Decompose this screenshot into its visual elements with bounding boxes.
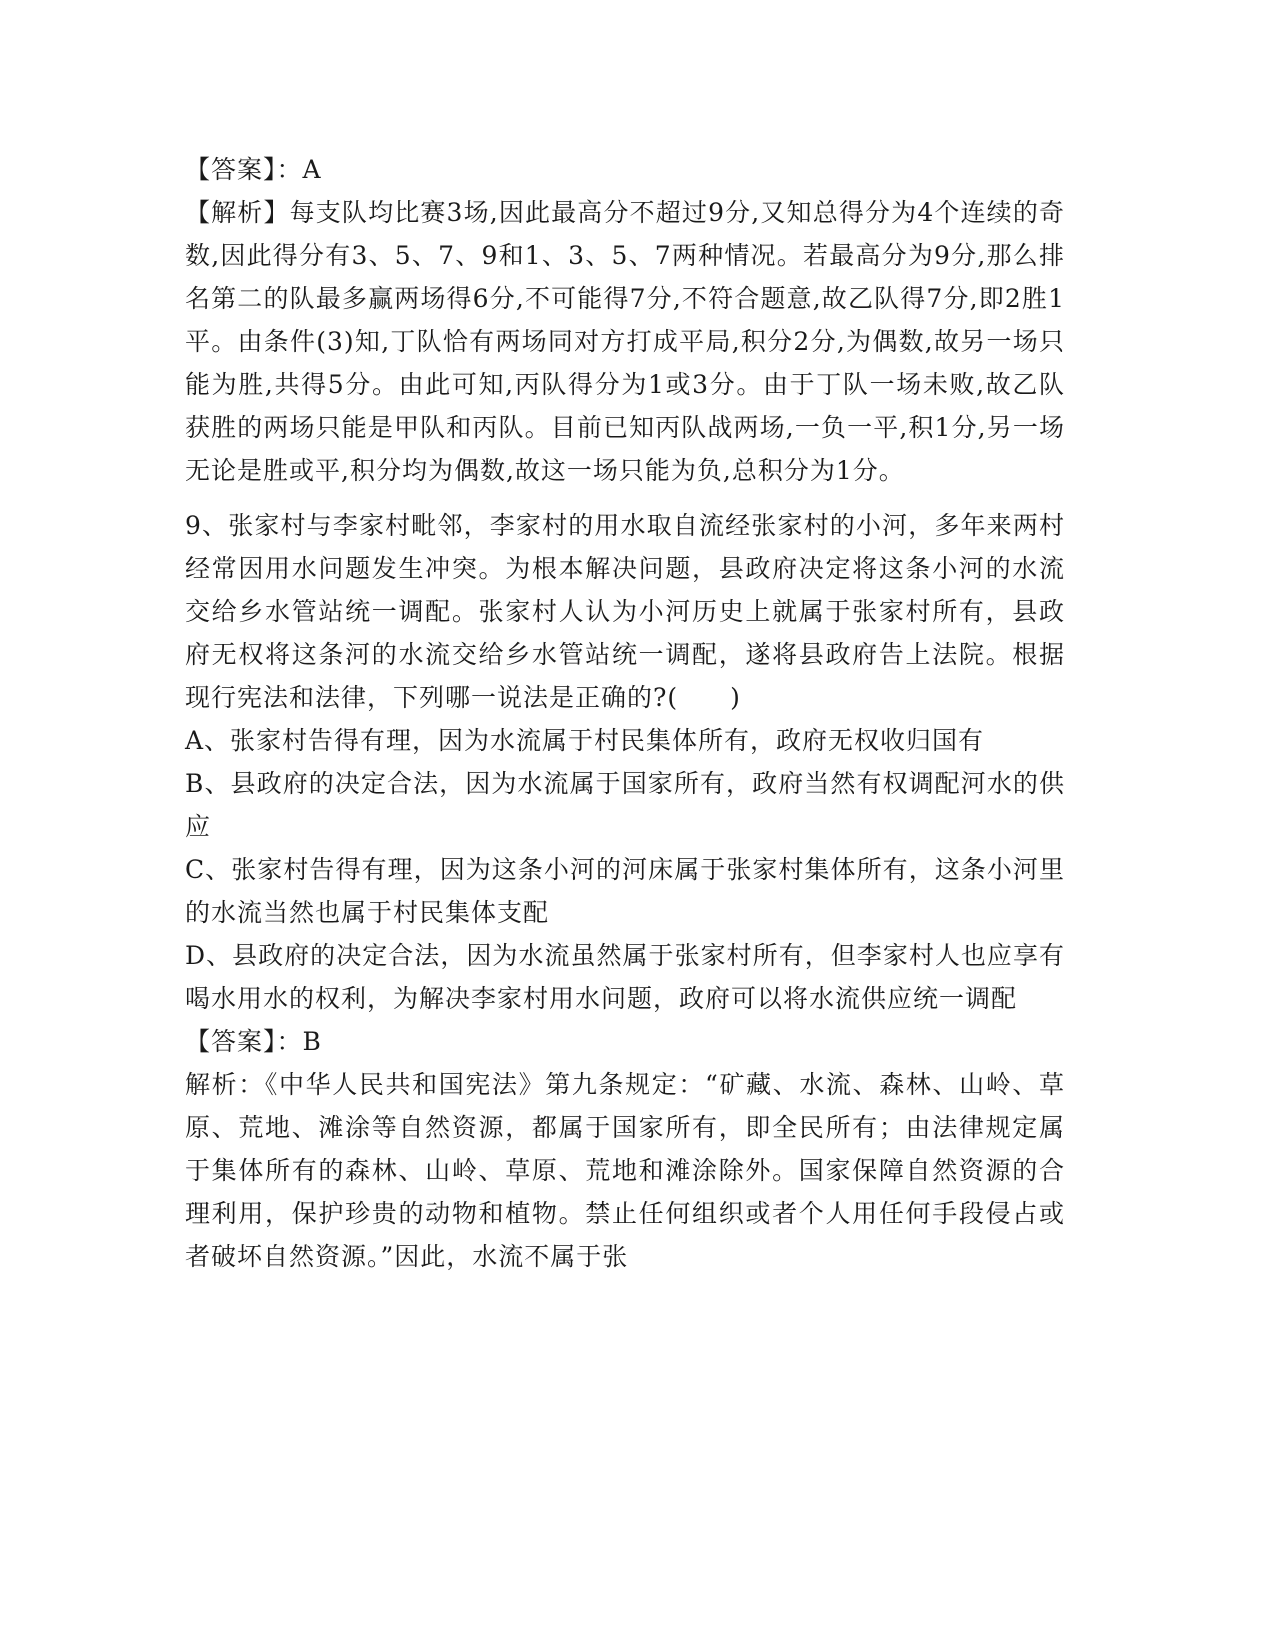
question-stem: 9、张家村与李家村毗邻，李家村的用水取自流经张家村的小河，多年来两村经常因用水问题发生冲突。为根本解决问题，县政府决定将这条小河的水流交给乡水管站统一调配。张家村人认为小河历史上就属于张家村所有，县政府无权将这条河的水流交给乡水管站统一调配，遂将县政府告上法院。根据现行宪法和法律，下列哪一说法是正确的?( ) [185,511,1065,712]
option-a: A、张家村告得有理，因为水流属于村民集体所有，政府无权收归国有 [185,726,985,755]
analysis-paragraph: 解析：《中华人民共和国宪法》第九条规定：“矿藏、水流、森林、山岭、草原、荒地、滩涂等自然资源，都属于国家所有，即全民所有；由法律规定属于集体所有的森林、山岭、草原、荒地和滩涂除外。国家保障自然资源的合理利用，保护珍贵的动物和植物。禁止任何组织或者个人用任何手段侵占或者破坏自然资源。”因此，水流不属于张 [185,1070,1065,1271]
question-9-block [185,504,1065,1278]
option-c: C、张家村告得有理，因为这条小河的河床属于张家村集体所有，这条小河里的水流当然也属于村民集体支配 [185,855,1065,927]
section-gap [185,492,1065,504]
previous-question-answer-block [185,148,1065,492]
document-page [185,148,1065,1278]
option-b: B、县政府的决定合法，因为水流属于国家所有，政府当然有权调配河水的供应 [185,769,1065,841]
answer-line: 【答案】：B [185,1027,322,1056]
answer-line: 【答案】：A [185,155,322,184]
analysis-paragraph: 【解析】每支队均比赛3场,因此最高分不超过9分,又知总得分为4个连续的奇数,因此得分有3、5、7、9和1、3、5、7两种情况。若最高分为9分,那么排名第二的队最多赢两场得6分,不可能得7分,不符合题意,故乙队得7分,即2胜1平。由条件(3)知,丁队恰有两场同对方打成平局,积分2分,为偶数,故另一场只能为胜,共得5分。由此可知,丙队得分为1或3分。由于丁队一场未败,故乙队获胜的两场只能是甲队和丙队。目前已知丙队战两场,一负一平,积1分,另一场无论是胜或平,积分均为偶数,故这一场只能为负,总积分为1分。 [185,198,1065,485]
option-d: D、县政府的决定合法，因为水流虽然属于张家村所有，但李家村人也应享有喝水用水的权利，为解决李家村用水问题，政府可以将水流供应统一调配 [185,941,1065,1013]
